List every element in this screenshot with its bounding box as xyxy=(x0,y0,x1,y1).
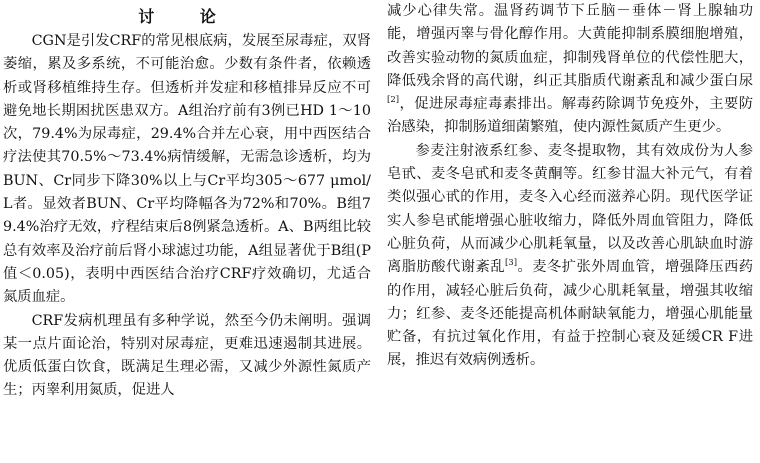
section-heading: 讨 论 xyxy=(138,7,236,26)
paragraph-treatment-results: CGN是引发CRF的常见根底病，发展至尿毒症，双肾萎缩，累及多系统，不可能治愈。少数有条件者，依赖透析或肾移植维持生存。但透析并发症和移植排异反应不可避免地长期困扰医患双方。A组治疗前有3例已HD 1～10次，79.4%为尿毒症，29.4%合并左心衰，用中西医结合疗法使其70.5%～73.4%病情缓解，无需急诊透析，均为BUN、Cr同步下降30%以上与Cr平均305～677 μmol/L者。显效者BUN、Cr平均降幅各为72%和70%。B组79.4%治疗无效，疗程结束后8例紧急透析。A、B两组比较总有效率及治疗前后肾小球滤过功能，A组显著优于B组(P值＜0.05)，表明中西医结合治疗CRF疗效确切，尤适合氮质血症。 xyxy=(3,33,371,306)
paragraph-drug-mechanisms xyxy=(387,0,753,140)
left-column xyxy=(3,0,371,403)
paragraph-pathogenesis: CRF发病机理虽有多种学说，然至今仍未阐明。强调某一点片面论治，特别对尿毒症，更难迅速遏制其进展。优质低蛋白饮食，既满足生理必需，又减少外源性氮质产生；丙睾利用氮质，促进人 xyxy=(3,312,371,399)
shenmai-text-2: 。麦冬扩张外周血管，增强降压西药的作用，减轻心脏后负荷，减少心肌耗氧量，增强其收缩力；红参、麦冬还能提高机体耐缺氧能力，增强心肌能量贮备，有抗过氧化作用，有益于控制心衰及延缓CR F进展，推迟有效病例透析。 xyxy=(387,259,753,369)
drug-mechanisms-text-2: ，促进尿毒症毒素排出。解毒药除调节免疫外，主要防治感染，抑制肠道细菌繁殖，使内源性氮质产生更少。 xyxy=(387,96,753,136)
shenmai-text-1: 参麦注射液系红参、麦冬提取物，其有效成份为人参皂甙、麦冬皂甙和麦冬黄酮等。红参甘温大补元气，有着类似强心甙的作用，麦冬入心经而滋养心阴。现代医学证实人参皂甙能增强心脏收缩力，降低外周血管阻力，降低心脏负荷，从而减少心肌耗氧量，以及改善心肌缺血时游离脂肪酸代谢紊乱 xyxy=(387,142,753,276)
paragraph-shenmai-injection xyxy=(387,140,753,373)
citation-2: [2] xyxy=(387,95,400,106)
drug-mechanisms-text-1: 减少心律失常。温肾药调节下丘脑－垂体－肾上腺轴功能，增强丙睾与骨化醇作用。大黄能抑制系膜细胞增殖，改善实验动物的氮质血症，抑制残肾单位的代偿性肥大，降低残余肾的高代谢，纠正其脂质代谢紊乱和减少蛋白尿 xyxy=(387,3,753,89)
right-column xyxy=(387,0,753,373)
citation-3: [3] xyxy=(504,258,518,269)
